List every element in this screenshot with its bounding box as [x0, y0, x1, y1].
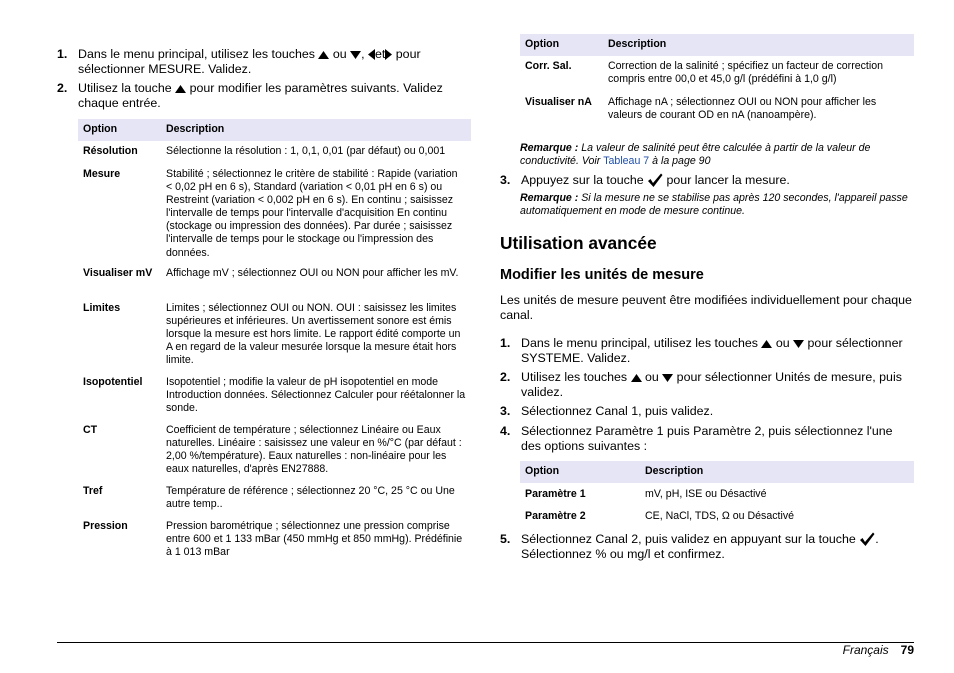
- note-stabilization: [520, 192, 914, 218]
- option-description: Limites ; sélectionnez OUI ou NON. OUI : saisissez les limites supérieures et inférieures. Un avertissement sonore est émis lorsque la mesure est hors limite. Le rapport édité comporte un A en regard de la valeur mesurée lorsque la mesure était hors limite.: [166, 302, 461, 367]
- option-description: Pression barométrique ; sélectionnez une pression comprise entre 600 et 1 133 mBar (450 mmHg et 850 mmHg). Prédéfinie à 1 013 mBar: [166, 520, 463, 559]
- option-description: Sélectionne la résolution : 1, 0,1, 0,01 (par défaut) ou 0,001: [166, 145, 446, 157]
- step-number: 2.: [57, 81, 68, 95]
- arrow-up-icon: [631, 374, 642, 382]
- step-text: pour sélectionner Unités de mesure, puis validez.: [521, 370, 902, 399]
- step-text: ou: [775, 336, 790, 350]
- units-step-1: [500, 336, 914, 366]
- column-header: Option: [520, 34, 603, 56]
- option-description: Affichage nA ; sélectionnez OUI ou NON pour afficher les valeurs de courant OD en nA (nanoampère).: [608, 96, 877, 122]
- step-3: [500, 173, 914, 189]
- option-name: Isopotentiel: [83, 376, 143, 388]
- units-step-4: [500, 424, 914, 454]
- option-description: Coefficient de température ; sélectionnez Linéaire ou Eaux naturelles. Linéaire : saisissez une valeur en %/°C (par défaut : 2,00 %/température). Eaux naturelles : non-linéaire pour les eaux naturelles, d'après EN27888.: [166, 424, 462, 476]
- table-link[interactable]: Tableau 7: [603, 155, 650, 167]
- table-header-row: [78, 119, 471, 141]
- option-description: mV, pH, ISE ou Désactivé: [645, 488, 767, 500]
- step-text: et: [374, 47, 386, 61]
- arrow-up-icon: [318, 51, 329, 59]
- option-name: Visualiser nA: [525, 96, 592, 108]
- step-text: pour sélectionner SYSTEME. Validez.: [521, 336, 903, 365]
- note-text: Si la mesure ne se stabilise pas après 120 secondes, l'appareil passe automatiquement en mode de mesure continue.: [520, 192, 908, 217]
- table-row: [78, 516, 471, 561]
- note-text: à la page 90: [652, 155, 711, 167]
- option-name: Corr. Sal.: [525, 60, 572, 72]
- page-footer: [843, 643, 914, 657]
- checkmark-icon: [859, 532, 875, 547]
- option-name: Mesure: [83, 168, 121, 180]
- intro-paragraph: Les unités de mesure peuvent être modifiées individuellement pour chaque canal.: [500, 293, 912, 322]
- step-text: ou: [332, 47, 347, 61]
- parameter-units-table: [520, 461, 914, 529]
- step-number: 3.: [500, 404, 511, 418]
- option-description: Isopotentiel ; modifie la valeur de pH isopotentiel en mode Introduction données. Sélectionnez Calculer pour réétalonner la sonde.: [166, 376, 466, 415]
- step-text: pour lancer la mesure.: [666, 173, 790, 187]
- step-2: [57, 81, 471, 111]
- arrow-left-icon: [368, 49, 375, 60]
- step-number: 1.: [500, 336, 511, 350]
- table-row: [78, 141, 471, 164]
- column-header: Description: [640, 461, 914, 483]
- checkmark-icon: [647, 173, 663, 188]
- table-row: [78, 372, 471, 420]
- option-name: Pression: [83, 520, 128, 532]
- step-text: Utilisez les touches: [521, 370, 628, 384]
- table-row: [520, 56, 914, 92]
- table-row: [78, 420, 471, 481]
- table-row: [520, 506, 914, 529]
- table-row: [78, 164, 471, 263]
- option-name: Limites: [83, 302, 121, 314]
- column-header: Option: [78, 119, 161, 141]
- step-text: pour sélectionner MESURE. Validez.: [78, 47, 421, 76]
- note-label: Remarque :: [520, 192, 579, 204]
- step-text: Sélectionnez Canal 2, puis validez en appuyant sur la touche: [521, 532, 856, 546]
- option-name: Visualiser mV: [83, 267, 153, 279]
- option-name: CT: [83, 424, 98, 436]
- units-step-3: [500, 404, 914, 420]
- arrow-up-icon: [175, 85, 186, 93]
- step-text: Sélectionnez Canal 1, puis validez.: [521, 404, 714, 418]
- option-name: Paramètre 1: [525, 488, 586, 500]
- option-name: Résolution: [83, 145, 138, 157]
- note-text: La valeur de salinité peut être calculée à partir de la valeur de conductivité. Voir: [520, 142, 871, 167]
- column-header: Description: [603, 34, 914, 56]
- options-table-continued: [520, 34, 914, 128]
- option-name: Tref: [83, 485, 103, 497]
- step-1: [57, 47, 471, 77]
- table-row: [78, 481, 471, 516]
- arrow-right-icon: [385, 49, 392, 60]
- column-header: Description: [161, 119, 471, 141]
- page-number: 79: [900, 643, 914, 657]
- step-text: ou: [644, 370, 659, 384]
- arrow-down-icon: [350, 51, 361, 59]
- step-number: 1.: [57, 47, 68, 61]
- step-text: ,: [361, 47, 365, 61]
- table-header-row: [520, 34, 914, 56]
- arrow-up-icon: [761, 340, 772, 348]
- arrow-down-icon: [662, 374, 673, 382]
- option-description: CE, NaCl, TDS, Ω ou Désactivé: [645, 510, 795, 522]
- step-text: Dans le menu principal, utilisez les touches: [78, 47, 315, 61]
- footer-divider: [57, 642, 914, 643]
- step-number: 5.: [500, 532, 511, 546]
- footer-language: Français: [842, 643, 889, 657]
- option-description: Température de référence ; sélectionnez 20 °C, 25 °C ou Une autre temp..: [166, 485, 455, 511]
- column-header: Option: [520, 461, 640, 483]
- units-step-5: [500, 532, 914, 562]
- units-step-2: [500, 370, 914, 400]
- table-row: [520, 92, 914, 128]
- section-heading: Utilisation avancée: [500, 233, 657, 253]
- note-salinity: [520, 142, 914, 168]
- step-text: pour modifier les paramètres suivants. Validez chaque entrée.: [78, 81, 443, 110]
- note-label: Remarque :: [520, 142, 579, 154]
- table-row: [78, 263, 471, 298]
- arrow-down-icon: [793, 340, 804, 348]
- step-text: Utilisez la touche: [78, 81, 172, 95]
- option-description: Correction de la salinité ; spécifiez un facteur de correction compris entre 00,0 et 45,0 g/l (prédéfini à 1,0 g/l): [608, 60, 883, 86]
- step-number: 2.: [500, 370, 511, 384]
- subsection-heading: Modifier les unités de mesure: [500, 267, 704, 283]
- table-header-row: [520, 461, 914, 483]
- options-table: [78, 119, 471, 561]
- step-text: Appuyez sur la touche: [521, 173, 644, 187]
- step-number: 3.: [500, 173, 511, 187]
- option-name: Paramètre 2: [525, 510, 586, 522]
- table-row: [78, 298, 471, 372]
- option-description: Affichage mV ; sélectionnez OUI ou NON pour afficher les mV.: [166, 267, 459, 279]
- step-text: Sélectionnez Paramètre 1 puis Paramètre 2, puis sélectionnez l'une des options suivantes :: [521, 424, 893, 453]
- step-text: Dans le menu principal, utilisez les touches: [521, 336, 758, 350]
- option-description: Stabilité ; sélectionnez le critère de stabilité : Rapide (variation < 0,02 pH en 6 s), Standard (variation < 0,01 pH en 6 s) ou Restreint (variation < 0,002 pH en 6 s). En continu ; saisissez l'intervalle de temps pour l'intervalle d'acquisition En continu (stockage ou impression des données). Par durée ; saisissez l'intervalle de temps pour le stockage ou l'impression des données.: [166, 168, 458, 259]
- step-text: . Sélectionnez % ou mg/l et confirmez.: [521, 532, 879, 562]
- step-number: 4.: [500, 424, 511, 438]
- table-row: [520, 483, 914, 506]
